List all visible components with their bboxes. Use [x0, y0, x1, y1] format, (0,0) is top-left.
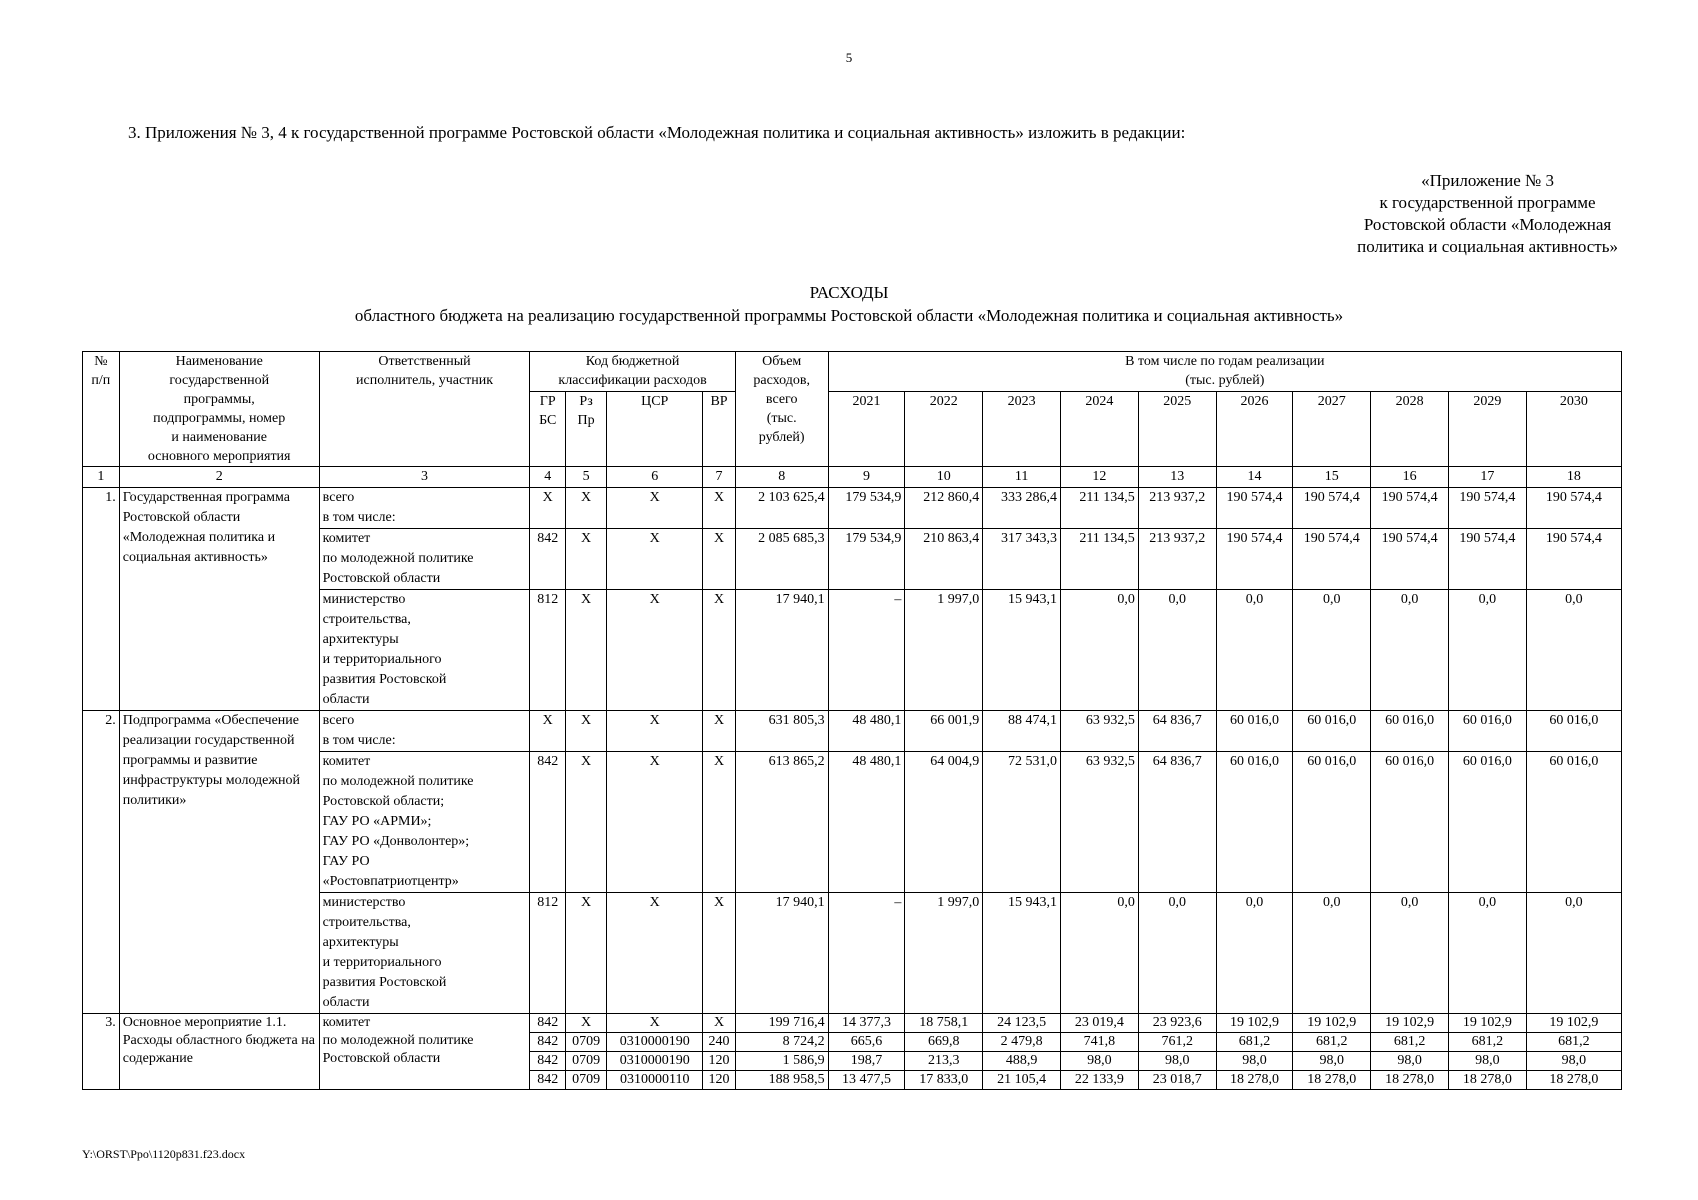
year-value: 212 860,4	[905, 488, 983, 529]
year-value: 0,0	[1138, 590, 1216, 711]
total-value: 17 940,1	[735, 590, 828, 711]
year-value: 19 102,9	[1293, 1014, 1371, 1033]
code-rzpr: Х	[566, 590, 607, 711]
year-value: 60 016,0	[1216, 711, 1293, 752]
header-years-caption: В том числе по годам реализации (тыс. рублей)	[828, 352, 1621, 392]
code-rzpr: Х	[566, 711, 607, 752]
year-value: 17 833,0	[905, 1071, 983, 1090]
total-value: 17 940,1	[735, 893, 828, 1014]
year-value: 681,2	[1216, 1033, 1293, 1052]
document-subtitle: областного бюджета на реализацию государственной программы Ростовской области «Молодежная политика и социальная активность»	[354, 306, 1344, 325]
year-value: 19 102,9	[1371, 1014, 1449, 1033]
column-number: 14	[1216, 467, 1293, 488]
column-number: 7	[703, 467, 735, 488]
year-value: 18 278,0	[1448, 1071, 1526, 1090]
executor-text: министерство строительства, архитектуры и территориального развития Ростовской области	[322, 895, 447, 1010]
year-value: 23 019,4	[1061, 1014, 1139, 1033]
year-value: 60 016,0	[1371, 711, 1449, 752]
year-value: 681,2	[1293, 1033, 1371, 1052]
header-grbs: ГР БС	[530, 392, 566, 467]
appendix-line: к государственной программе	[1379, 193, 1596, 212]
header-year: 2023	[983, 392, 1061, 467]
header-year: 2027	[1293, 392, 1371, 467]
code-csr: 0310000190	[607, 1052, 703, 1071]
year-value: 0,0	[1293, 893, 1371, 1014]
year-value: 14 377,3	[828, 1014, 905, 1033]
column-number: 2	[119, 467, 319, 488]
column-number: 13	[1138, 467, 1216, 488]
header-year: 2029	[1448, 392, 1526, 467]
column-number: 1	[83, 467, 120, 488]
code-vr: 120	[703, 1071, 735, 1090]
year-value: 0,0	[1526, 590, 1621, 711]
code-vr: 240	[703, 1033, 735, 1052]
executor-text: комитет по молодежной политике Ростовской области; ГАУ РО «АРМИ»; ГАУ РО «Донволонтер»; ГАУ РО «Ростовпатриотцентр»	[322, 754, 474, 889]
year-value: 210 863,4	[905, 529, 983, 590]
header-num: № п/п	[83, 352, 120, 467]
year-value: 317 343,3	[983, 529, 1061, 590]
executor	[319, 590, 530, 711]
row-number: 1.	[83, 488, 120, 711]
executor-text: комитет по молодежной политике Ростовской области	[322, 1015, 474, 1066]
year-value: 23 923,6	[1138, 1014, 1216, 1033]
year-value: 63 932,5	[1061, 711, 1139, 752]
year-value: 60 016,0	[1371, 752, 1449, 893]
year-value: 63 932,5	[1061, 752, 1139, 893]
row-name: Государственная программа Ростовской области «Молодежная политика и социальная активность»	[119, 488, 319, 711]
table-row	[83, 711, 1622, 752]
year-value: 48 480,1	[828, 752, 905, 893]
year-value: 190 574,4	[1293, 488, 1371, 529]
executor-text: всего в том числе:	[322, 490, 396, 525]
year-value: 18 278,0	[1216, 1071, 1293, 1090]
code-vr: 120	[703, 1052, 735, 1071]
year-value: 1 997,0	[905, 893, 983, 1014]
total-value: 631 805,3	[735, 711, 828, 752]
document-title: РАСХОДЫ	[809, 283, 889, 302]
year-value: 213,3	[905, 1052, 983, 1071]
column-number: 18	[1526, 467, 1621, 488]
year-value: 60 016,0	[1526, 711, 1621, 752]
code-rzpr: 0709	[566, 1052, 607, 1071]
executor	[319, 752, 530, 893]
year-value: 198,7	[828, 1052, 905, 1071]
code-csr: Х	[607, 893, 703, 1014]
year-value: 681,2	[1526, 1033, 1621, 1052]
code-rzpr: 0709	[566, 1033, 607, 1052]
column-number: 17	[1448, 467, 1526, 488]
column-number: 8	[735, 467, 828, 488]
row-number: 2.	[83, 711, 120, 1014]
header-year: 2025	[1138, 392, 1216, 467]
year-value: 60 016,0	[1526, 752, 1621, 893]
header-vr: ВР	[703, 392, 735, 467]
year-value: 190 574,4	[1371, 488, 1449, 529]
header-year: 2028	[1371, 392, 1449, 467]
executor	[319, 711, 530, 752]
intro-paragraph: 3. Приложения № 3, 4 к государственной программе Ростовской области «Молодежная политика и социальная активность» изложить в редакции:	[128, 123, 1186, 142]
appendix-line: «Приложение № 3	[1421, 171, 1555, 190]
year-value: 18 758,1	[905, 1014, 983, 1033]
year-value: 18 278,0	[1371, 1071, 1449, 1090]
year-value: 98,0	[1371, 1052, 1449, 1071]
column-number: 11	[983, 467, 1061, 488]
code-grbs: 812	[530, 590, 566, 711]
year-value: 190 574,4	[1371, 529, 1449, 590]
column-number: 10	[905, 467, 983, 488]
total-value: 188 958,5	[735, 1071, 828, 1090]
code-grbs: 842	[530, 1014, 566, 1033]
total-value: 199 716,4	[735, 1014, 828, 1033]
column-number: 6	[607, 467, 703, 488]
total-value: 2 103 625,4	[735, 488, 828, 529]
year-value: 0,0	[1448, 590, 1526, 711]
year-value: 13 477,5	[828, 1071, 905, 1090]
total-value: 2 085 685,3	[735, 529, 828, 590]
year-value: 60 016,0	[1448, 752, 1526, 893]
column-number: 9	[828, 467, 905, 488]
year-value: 211 134,5	[1061, 488, 1139, 529]
year-value: 66 001,9	[905, 711, 983, 752]
year-value: 1 997,0	[905, 590, 983, 711]
year-value: 179 534,9	[828, 488, 905, 529]
year-value: 19 102,9	[1448, 1014, 1526, 1033]
year-value: 98,0	[1061, 1052, 1139, 1071]
row-name: Основное мероприятие 1.1. Расходы областного бюджета на содержание	[119, 1014, 319, 1090]
year-value: 190 574,4	[1448, 488, 1526, 529]
expenses-table	[82, 351, 1622, 1090]
header-rzpr: Рз Пр	[566, 392, 607, 467]
year-value: 23 018,7	[1138, 1071, 1216, 1090]
year-value: 0,0	[1061, 590, 1139, 711]
code-grbs: 842	[530, 1052, 566, 1071]
year-value: 15 943,1	[983, 590, 1061, 711]
year-value: 681,2	[1448, 1033, 1526, 1052]
year-value: 64 004,9	[905, 752, 983, 893]
year-value: 190 574,4	[1526, 488, 1621, 529]
row-number: 3.	[83, 1014, 120, 1090]
code-grbs: 842	[530, 1033, 566, 1052]
header-year: 2021	[828, 392, 905, 467]
code-vr: Х	[703, 752, 735, 893]
code-csr: Х	[607, 1014, 703, 1033]
code-grbs: Х	[530, 488, 566, 529]
year-value: 64 836,7	[1138, 752, 1216, 893]
year-value: 98,0	[1216, 1052, 1293, 1071]
year-value: 190 574,4	[1216, 529, 1293, 590]
year-value: 669,8	[905, 1033, 983, 1052]
executor-text: всего в том числе:	[322, 713, 396, 748]
code-grbs: Х	[530, 711, 566, 752]
year-value: 2 479,8	[983, 1033, 1061, 1052]
code-grbs: 842	[530, 752, 566, 893]
code-vr: Х	[703, 1014, 735, 1033]
appendix-line: Ростовской области «Молодежная	[1363, 215, 1612, 234]
year-value: 333 286,4	[983, 488, 1061, 529]
year-value: 190 574,4	[1293, 529, 1371, 590]
code-csr: Х	[607, 590, 703, 711]
code-csr: Х	[607, 752, 703, 893]
year-value: 19 102,9	[1216, 1014, 1293, 1033]
year-value: 64 836,7	[1138, 711, 1216, 752]
year-value: 213 937,2	[1138, 488, 1216, 529]
code-csr: 0310000110	[607, 1071, 703, 1090]
code-rzpr: Х	[566, 529, 607, 590]
year-value: 665,6	[828, 1033, 905, 1052]
year-value: 98,0	[1293, 1052, 1371, 1071]
year-value: 21 105,4	[983, 1071, 1061, 1090]
column-number: 3	[319, 467, 530, 488]
year-value: 741,8	[1061, 1033, 1139, 1052]
appendix-caption	[1357, 170, 1618, 258]
year-value: 98,0	[1138, 1052, 1216, 1071]
year-value: 18 278,0	[1293, 1071, 1371, 1090]
executor-text: министерство строительства, архитектуры и территориального развития Ростовской области	[322, 592, 447, 707]
column-number: 4	[530, 467, 566, 488]
year-value: 190 574,4	[1448, 529, 1526, 590]
year-value: 0,0	[1448, 893, 1526, 1014]
year-value: 0,0	[1293, 590, 1371, 711]
year-value: 0,0	[1371, 893, 1449, 1014]
year-value: –	[828, 893, 905, 1014]
header-total: Объем расходов, всего (тыс. рублей)	[735, 352, 828, 467]
header-executor: Ответственный исполнитель, участник	[319, 352, 530, 467]
column-number: 15	[1293, 467, 1371, 488]
appendix-line: политика и социальная активность»	[1357, 237, 1618, 256]
row-name: Подпрограмма «Обеспечение реализации государственной программы и развитие инфраструктуры молодежной политики»	[119, 711, 319, 1014]
executor	[319, 488, 530, 529]
year-value: 0,0	[1216, 590, 1293, 711]
year-value: 0,0	[1526, 893, 1621, 1014]
code-csr: Х	[607, 529, 703, 590]
code-vr: Х	[703, 529, 735, 590]
header-csr: ЦСР	[607, 392, 703, 467]
code-grbs: 842	[530, 529, 566, 590]
year-value: 48 480,1	[828, 711, 905, 752]
year-value: 98,0	[1526, 1052, 1621, 1071]
year-value: 60 016,0	[1216, 752, 1293, 893]
code-rzpr: 0709	[566, 1071, 607, 1090]
year-value: 24 123,5	[983, 1014, 1061, 1033]
header-year: 2030	[1526, 392, 1621, 467]
code-vr: Х	[703, 893, 735, 1014]
year-value: 60 016,0	[1448, 711, 1526, 752]
year-value: 60 016,0	[1293, 711, 1371, 752]
year-value: 213 937,2	[1138, 529, 1216, 590]
code-rzpr: Х	[566, 1014, 607, 1033]
year-value: 19 102,9	[1526, 1014, 1621, 1033]
executor-text: комитет по молодежной политике Ростовской области	[322, 531, 474, 586]
year-value: 0,0	[1138, 893, 1216, 1014]
total-value: 8 724,2	[735, 1033, 828, 1052]
executor	[319, 529, 530, 590]
code-csr: 0310000190	[607, 1033, 703, 1052]
code-rzpr: Х	[566, 893, 607, 1014]
year-value: 0,0	[1061, 893, 1139, 1014]
year-value: 190 574,4	[1526, 529, 1621, 590]
code-vr: Х	[703, 711, 735, 752]
total-value: 1 586,9	[735, 1052, 828, 1071]
year-value: 72 531,0	[983, 752, 1061, 893]
header-year: 2022	[905, 392, 983, 467]
year-value: 681,2	[1371, 1033, 1449, 1052]
column-number: 16	[1371, 467, 1449, 488]
year-value: 88 474,1	[983, 711, 1061, 752]
code-grbs: 842	[530, 1071, 566, 1090]
total-value: 613 865,2	[735, 752, 828, 893]
file-path-footer: Y:\ORST\Ppo\1120p831.f23.docx	[82, 1147, 246, 1161]
page-number: 5	[845, 50, 853, 65]
header-name: Наименование государственной программы, подпрограммы, номер и наименование основного мероприятия	[119, 352, 319, 467]
year-value: –	[828, 590, 905, 711]
year-value: 488,9	[983, 1052, 1061, 1071]
year-value: 98,0	[1448, 1052, 1526, 1071]
header-year: 2026	[1216, 392, 1293, 467]
year-value: 190 574,4	[1216, 488, 1293, 529]
executor	[319, 1014, 530, 1090]
year-value: 0,0	[1216, 893, 1293, 1014]
column-number: 5	[566, 467, 607, 488]
executor	[319, 893, 530, 1014]
table-row	[83, 488, 1622, 529]
year-value: 761,2	[1138, 1033, 1216, 1052]
code-grbs: 812	[530, 893, 566, 1014]
header-budget-code: Код бюджетной классификации расходов	[530, 352, 735, 392]
header-year: 2024	[1061, 392, 1139, 467]
code-csr: Х	[607, 711, 703, 752]
code-vr: Х	[703, 590, 735, 711]
table-row	[83, 1014, 1622, 1033]
code-csr: Х	[607, 488, 703, 529]
year-value: 18 278,0	[1526, 1071, 1621, 1090]
year-value: 211 134,5	[1061, 529, 1139, 590]
column-number: 12	[1061, 467, 1139, 488]
year-value: 60 016,0	[1293, 752, 1371, 893]
year-value: 22 133,9	[1061, 1071, 1139, 1090]
code-vr: Х	[703, 488, 735, 529]
year-value: 179 534,9	[828, 529, 905, 590]
year-value: 0,0	[1371, 590, 1449, 711]
code-rzpr: Х	[566, 752, 607, 893]
year-value: 15 943,1	[983, 893, 1061, 1014]
code-rzpr: Х	[566, 488, 607, 529]
